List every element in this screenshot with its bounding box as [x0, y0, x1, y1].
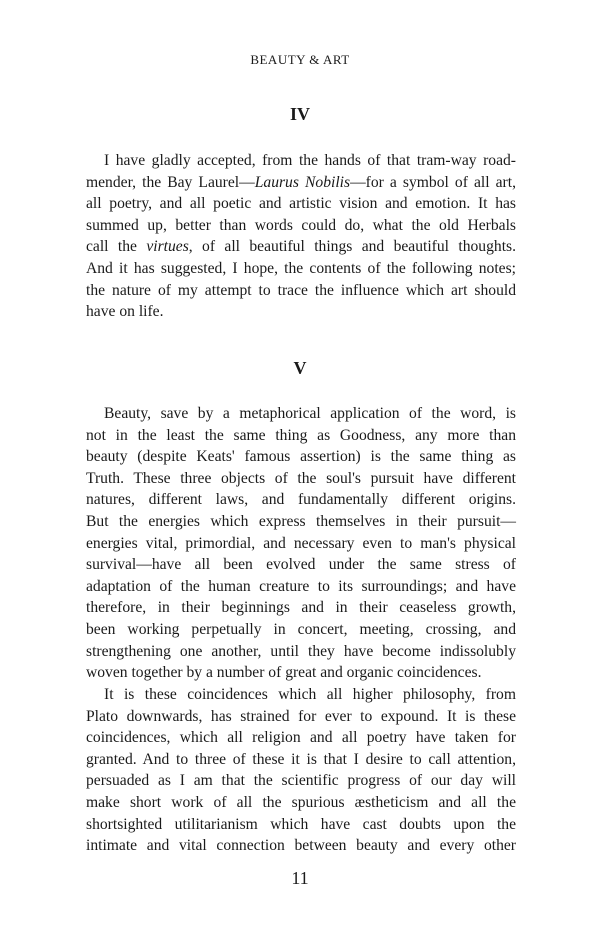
text-line: I have gladly accepted, from the hands of that tram-way road-	[104, 152, 516, 169]
text-line: But the energies which express themselves in their pursuit—	[86, 512, 516, 530]
text-line: It is these coincidences which all higher philosophy, from	[104, 686, 516, 703]
text-line: call the virtues, of all beautiful things and beautiful thoughts.	[86, 238, 517, 256]
text-line: survival—have all been evolved under the same stress of	[86, 556, 516, 574]
section-iv-paragraph-1	[86, 150, 516, 323]
text-line: have on life.	[86, 303, 164, 321]
text-line: the nature of my attempt to trace the influence which art should	[86, 281, 516, 299]
text-line: not in the least the same thing as Goodness, any more than	[86, 426, 516, 444]
section-number-iv: IV	[289, 104, 310, 124]
text-line: energies vital, primordial, and necessary even to man's physical	[86, 534, 516, 552]
text-line: And it has suggested, I hope, the contents of the following notes;	[86, 259, 516, 277]
text-line: persuaded as I am that the scientific progress of our day will	[86, 772, 516, 790]
section-v-paragraph-2	[86, 684, 516, 857]
text-line: been working perpetually in concert, meeting, crossing, and	[86, 620, 516, 638]
text-line: shortsighted utilitarianism which have cast doubts upon the	[86, 815, 516, 833]
text-line: summed up, better than words could do, what the old Herbals	[86, 216, 516, 234]
text-line: adaptation of the human creature to its surroundings; and have	[86, 577, 516, 595]
section-number-v: V	[293, 358, 307, 378]
italic-term: Laurus Nobilis	[254, 173, 351, 191]
text-line: woven together by a number of great and organic coincidences.	[86, 664, 482, 682]
text-line: beauty (despite Keats' famous assertion) is the same thing as	[86, 448, 516, 466]
text-line: mender, the Bay Laurel—Laurus Nobilis—for a symbol of all art,	[86, 173, 516, 191]
text-line: intimate and vital connection between beauty and every other	[86, 837, 516, 855]
text-line: make short work of all the spurious æstheticism and all the	[86, 793, 516, 811]
text-line: Beauty, save by a metaphorical application of the word, is	[104, 405, 516, 422]
text-line: therefore, in their beginnings and in their ceaseless growth,	[86, 599, 516, 617]
italic-term: virtues	[146, 238, 189, 256]
text-line: granted. And to three of these it is that I desire to call attention,	[86, 750, 516, 768]
text-line: natures, different laws, and fundamentally different origins.	[86, 491, 516, 509]
text-line: Truth. These three objects of the soul's pursuit have different	[86, 469, 516, 487]
running-head: BEAUTY & ART	[250, 52, 350, 67]
page-number: 11	[291, 868, 309, 888]
section-v-paragraph-1	[86, 403, 516, 684]
text-line: coincidences, which all religion and all poetry have taken for	[86, 729, 516, 747]
text-line: strengthening one another, until they have become indissolubly	[86, 642, 516, 660]
text-line: Plato downwards, has strained for ever to expound. It is these	[86, 707, 516, 725]
text-line: all poetry, and all poetic and artistic vision and emotion. It has	[86, 195, 516, 213]
